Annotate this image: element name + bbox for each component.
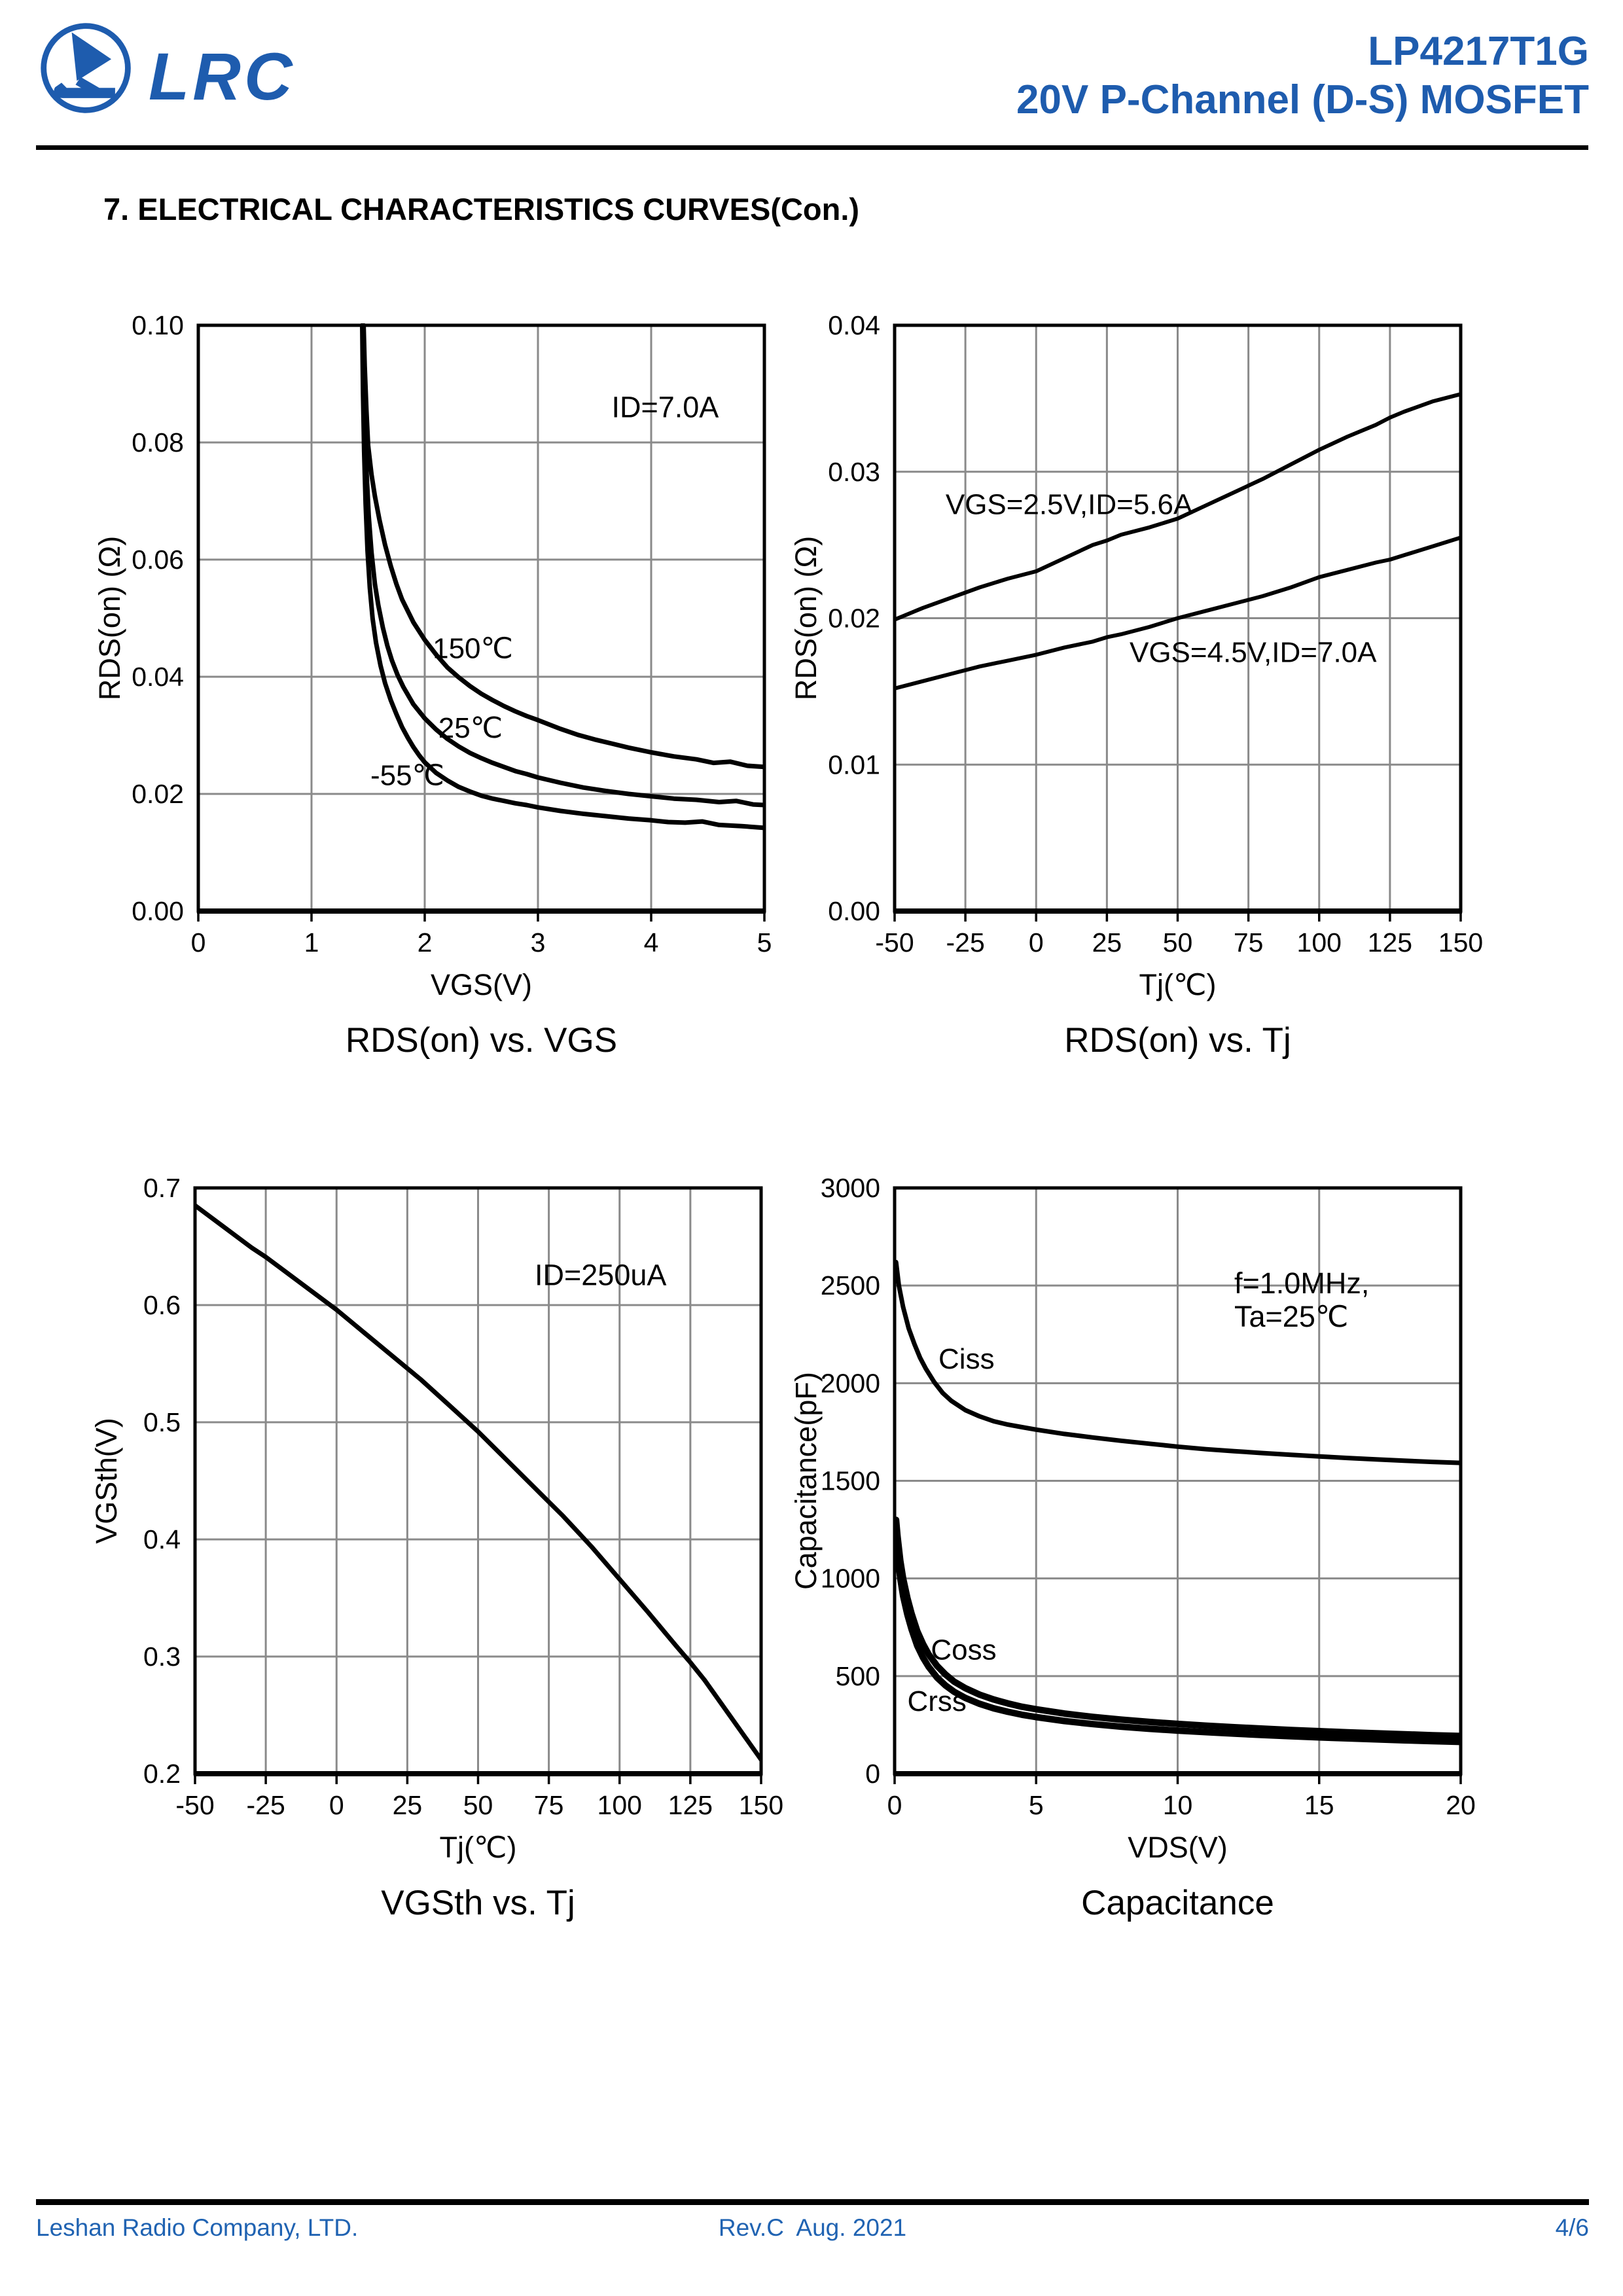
tick-label-x-50: 50 <box>463 1790 493 1820</box>
tick-label-y-1500: 1500 <box>820 1465 880 1496</box>
emblem-sail <box>72 32 111 81</box>
tick-label-x--50: -50 <box>175 1790 215 1820</box>
tick-label-y-1000: 1000 <box>820 1563 880 1594</box>
tick-label-x-20: 20 <box>1446 1790 1476 1820</box>
tick-label-y-0.04: 0.04 <box>132 662 184 692</box>
curve-label-minus55c: -55℃ <box>370 759 444 792</box>
tick-label-y-0.5: 0.5 <box>143 1407 181 1437</box>
chart-rdson-vs-tj-svg <box>780 279 1490 1075</box>
x-axis-label: Tj(℃) <box>439 1831 517 1864</box>
curve-label-vgs25: VGS=2.5V,ID=5.6A <box>945 488 1193 521</box>
tick-label-x--25: -25 <box>246 1790 285 1820</box>
curve-label-vgs45: VGS=4.5V,ID=7.0A <box>1129 636 1377 669</box>
y-axis-label: VGSth(V) <box>90 1418 123 1544</box>
annotation-rdson-vs-vgs-0: ID=7.0A <box>611 390 719 424</box>
annotation-capacitance-1: Ta=25℃ <box>1234 1299 1349 1333</box>
section-title: 7. ELECTRICAL CHARACTERISTICS CURVES(Con.) <box>103 192 860 226</box>
x-axis-label: VDS(V) <box>1128 1831 1228 1864</box>
curve-label-ciss: Ciss <box>938 1342 995 1375</box>
curve-label-150c: 150℃ <box>433 632 513 665</box>
tick-label-x-0: 0 <box>329 1790 344 1820</box>
tick-label-y-0: 0.00 <box>828 896 880 926</box>
document-subtitle: 20V P-Channel (D-S) MOSFET <box>1016 77 1589 123</box>
footer-revision: Rev.C Aug. 2021 <box>718 2214 907 2241</box>
tick-label-y-0: 0.00 <box>132 896 184 926</box>
lrc-logo <box>36 17 296 119</box>
tick-label-y-0.03: 0.03 <box>828 456 880 487</box>
tick-label-y-0.7: 0.7 <box>143 1173 181 1203</box>
tick-label-x-100: 100 <box>1296 927 1342 958</box>
tick-label-x-150: 150 <box>1438 927 1484 958</box>
tick-label-x-125: 125 <box>668 1790 713 1820</box>
footer-rule <box>36 2199 1589 2205</box>
footer <box>36 2214 1589 2242</box>
tick-label-x--50: -50 <box>875 927 914 958</box>
tick-label-y-2500: 2500 <box>820 1270 880 1301</box>
curve-label-crss: Crss <box>907 1685 967 1717</box>
tick-label-x-5: 5 <box>1028 1790 1044 1820</box>
tick-label-y-0.02: 0.02 <box>132 779 184 809</box>
tick-label-x-75: 75 <box>1233 927 1264 958</box>
chart-rdson-vs-tj <box>780 279 1490 1075</box>
tick-label-y-500: 500 <box>835 1660 880 1691</box>
tick-label-x-125: 125 <box>1367 927 1413 958</box>
tick-label-x-0: 0 <box>190 927 206 958</box>
tick-label-y-0.6: 0.6 <box>143 1290 181 1320</box>
curve-label-coss: Coss <box>931 1634 997 1666</box>
chart-title: Capacitance <box>1081 1884 1274 1922</box>
x-axis-label: VGS(V) <box>430 968 533 1001</box>
chart-title: RDS(on) vs. Tj <box>1064 1021 1291 1060</box>
annotation-vgsth-vs-tj-0: ID=250uA <box>535 1258 667 1292</box>
lrc-emblem-icon <box>36 17 138 119</box>
tick-label-x-25: 25 <box>1092 927 1122 958</box>
tick-label-y-2000: 2000 <box>820 1368 880 1399</box>
tick-label-y-0.04: 0.04 <box>828 310 880 340</box>
tick-label-x-1: 1 <box>304 927 319 958</box>
chart-vgsth-vs-tj <box>80 1142 791 1937</box>
tick-label-x-50: 50 <box>1162 927 1193 958</box>
chart-title: RDS(on) vs. VGS <box>345 1021 618 1060</box>
tick-label-y-0.2: 0.2 <box>143 1759 181 1789</box>
tick-label-x--25: -25 <box>946 927 985 958</box>
tick-label-y-0.1: 0.10 <box>132 310 184 340</box>
annotation-capacitance-0: f=1.0MHz, <box>1234 1266 1370 1300</box>
tick-label-x-2: 2 <box>417 927 433 958</box>
tick-label-x-25: 25 <box>392 1790 423 1820</box>
tick-label-x-0: 0 <box>887 1790 902 1820</box>
tick-label-x-10: 10 <box>1162 1790 1193 1820</box>
chart-rdson-vs-vgs <box>84 279 794 1075</box>
part-number: LP4217T1G <box>1368 29 1589 74</box>
tick-label-y-3000: 3000 <box>820 1173 880 1203</box>
y-axis-label: Capacitance(pF) <box>789 1372 823 1590</box>
tick-label-x-5: 5 <box>757 927 772 958</box>
tick-label-y-0.01: 0.01 <box>828 749 880 780</box>
logo-text: LRC <box>149 39 296 114</box>
tick-label-y-0: 0 <box>865 1759 880 1789</box>
tick-label-x-15: 15 <box>1304 1790 1334 1820</box>
tick-label-y-0.3: 0.3 <box>143 1641 181 1672</box>
tick-label-y-0.02: 0.02 <box>828 603 880 634</box>
y-axis-label: RDS(on) (Ω) <box>789 535 823 701</box>
header-rule <box>36 145 1588 150</box>
chart-title: VGSth vs. Tj <box>381 1884 575 1922</box>
tick-label-y-0.4: 0.4 <box>143 1524 181 1554</box>
x-axis-label: Tj(℃) <box>1139 968 1217 1001</box>
chart-rdson-vs-vgs-svg <box>84 279 794 1075</box>
tick-label-y-0.08: 0.08 <box>132 427 184 457</box>
tick-label-x-3: 3 <box>530 927 546 958</box>
footer-company: Leshan Radio Company, LTD. <box>36 2214 359 2241</box>
footer-page-number: 4/6 <box>1555 2214 1589 2241</box>
tick-label-x-100: 100 <box>597 1790 642 1820</box>
chart-vgsth-vs-tj-svg <box>80 1142 791 1937</box>
tick-label-x-75: 75 <box>533 1790 564 1820</box>
document-titles <box>1016 27 1589 125</box>
tick-label-x-0: 0 <box>1028 927 1044 958</box>
y-axis-label: RDS(on) (Ω) <box>93 535 126 701</box>
chart-capacitance-svg <box>780 1142 1490 1937</box>
tick-label-y-0.06: 0.06 <box>132 545 184 575</box>
chart-capacitance <box>780 1142 1490 1937</box>
curve-label-25c: 25℃ <box>438 712 503 745</box>
tick-label-x-150: 150 <box>738 1790 784 1820</box>
tick-label-x-4: 4 <box>643 927 659 958</box>
